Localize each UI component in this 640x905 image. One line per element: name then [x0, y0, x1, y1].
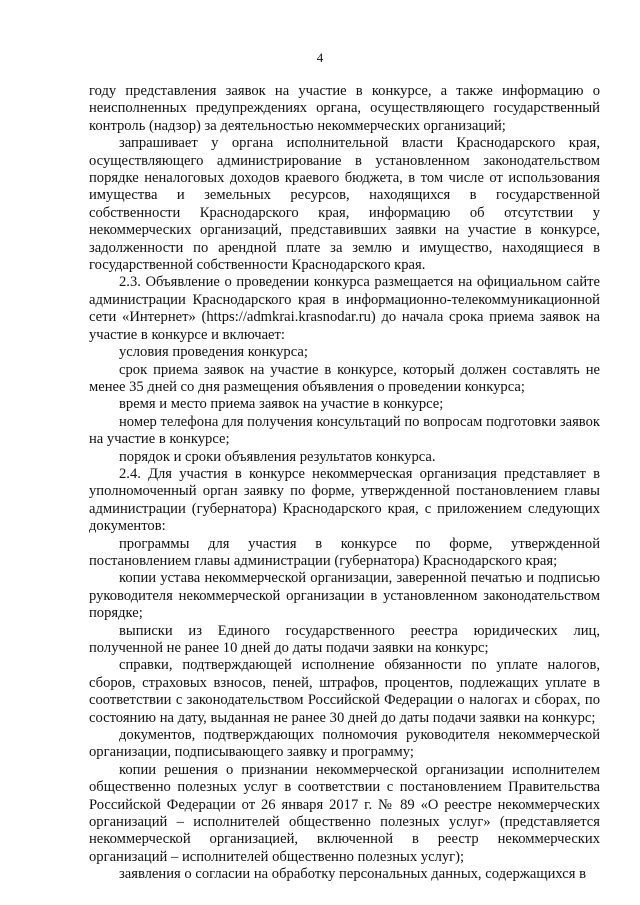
- paragraph-2: запрашивает у органа исполнительной власти Краснодарского края, осуществляющего администрирование в установленном законодательством порядке неналоговых доходов краевого бюджета, в том числе от использования имущества и земельных ресурсов, находящихся в государственной собственности Краснодарского края, информацию об отсутствии у некоммерческих организаций, представивших заявки на участие в конкурсе, задолженности по арендной плате за землю и имущество, находящиеся в государственной собственности Краснодарского края.: [89, 135, 600, 274]
- paragraph-13: справки, подтверждающей исполнение обязанности по уплате налогов, сборов, страховых взносов, пеней, штрафов, процентов, подлежащих уплате в соответствии с законодательством Российской Федерации о налогах и сборах, по состоянию на дату, выданная не ранее 30 дней до даты подачи заявки на конкурс;: [89, 657, 600, 726]
- paragraph-15: копии решения о признании некоммерческой организации исполнителем общественно полезных услуг в соответствии с постановлением Правительства Российской Федерации от 26 января 2017 г. № 89 «О реестре некоммерческих организаций – исполнителей общественно полезных услуг» (представляется некоммерческой организацией, включенной в реестр некоммерческих организаций – исполнителей общественно полезных услуг);: [89, 761, 600, 865]
- paragraph-12: выписки из Единого государственного реестра юридических лиц, полученной не ранее 10 дней до даты подачи заявки на конкурс;: [89, 622, 600, 656]
- paragraph-14: документов, подтверждающих полномочия руководителя некоммерческой организации, подписывающего заявку и программу;: [89, 727, 600, 761]
- paragraph-7: номер телефона для получения консультаций по вопросам подготовки заявок на участие в конкурсе;: [89, 413, 600, 448]
- paragraph-1: году представления заявок на участие в конкурсе, а также информацию о неисполненных предупреждениях органа, осуществляющего государственный контроль (надзор) за деятельностью некоммерческих организаций;: [89, 83, 600, 134]
- paragraph-3: 2.3. Объявление о проведении конкурса размещается на официальном сайте администрации Краснодарского края в информационно-телекоммуникационной сети «Интернет» (https://admkrai.krasnodar.ru) до начала срока приема заявок на участие в конкурсе и включает:: [89, 274, 600, 343]
- paragraph-9: 2.4. Для участия в конкурсе некоммерческая организация представляет в уполномоченный орган заявку по форме, утвержденной постановлением главы администрации (губернатора) Краснодарского края, с приложением следующих документов:: [89, 465, 600, 535]
- paragraph-8: порядок и сроки объявления результатов конкурса.: [119, 448, 436, 465]
- paragraph-10: программы для участия в конкурсе по форме, утвержденной постановлением главы администрации (губернатора) Краснодарского края;: [89, 535, 600, 569]
- paragraph-6: время и место приема заявок на участие в конкурсе;: [119, 396, 444, 413]
- paragraph-4: условия проведения конкурса;: [119, 344, 308, 361]
- paragraph-5: срок приема заявок на участие в конкурсе, который должен составлять не менее 35 дней со дня размещения объявления о проведении конкурса;: [89, 361, 600, 395]
- paragraph-11: копии устава некоммерческой организации, заверенной печатью и подписью руководителя некоммерческой организации в установленном законодательством порядке;: [89, 570, 600, 622]
- paragraph-16: заявления о согласии на обработку персональных данных, содержащихся в: [119, 866, 586, 883]
- page-number: 4: [316, 50, 324, 65]
- document-body: [89, 83, 600, 884]
